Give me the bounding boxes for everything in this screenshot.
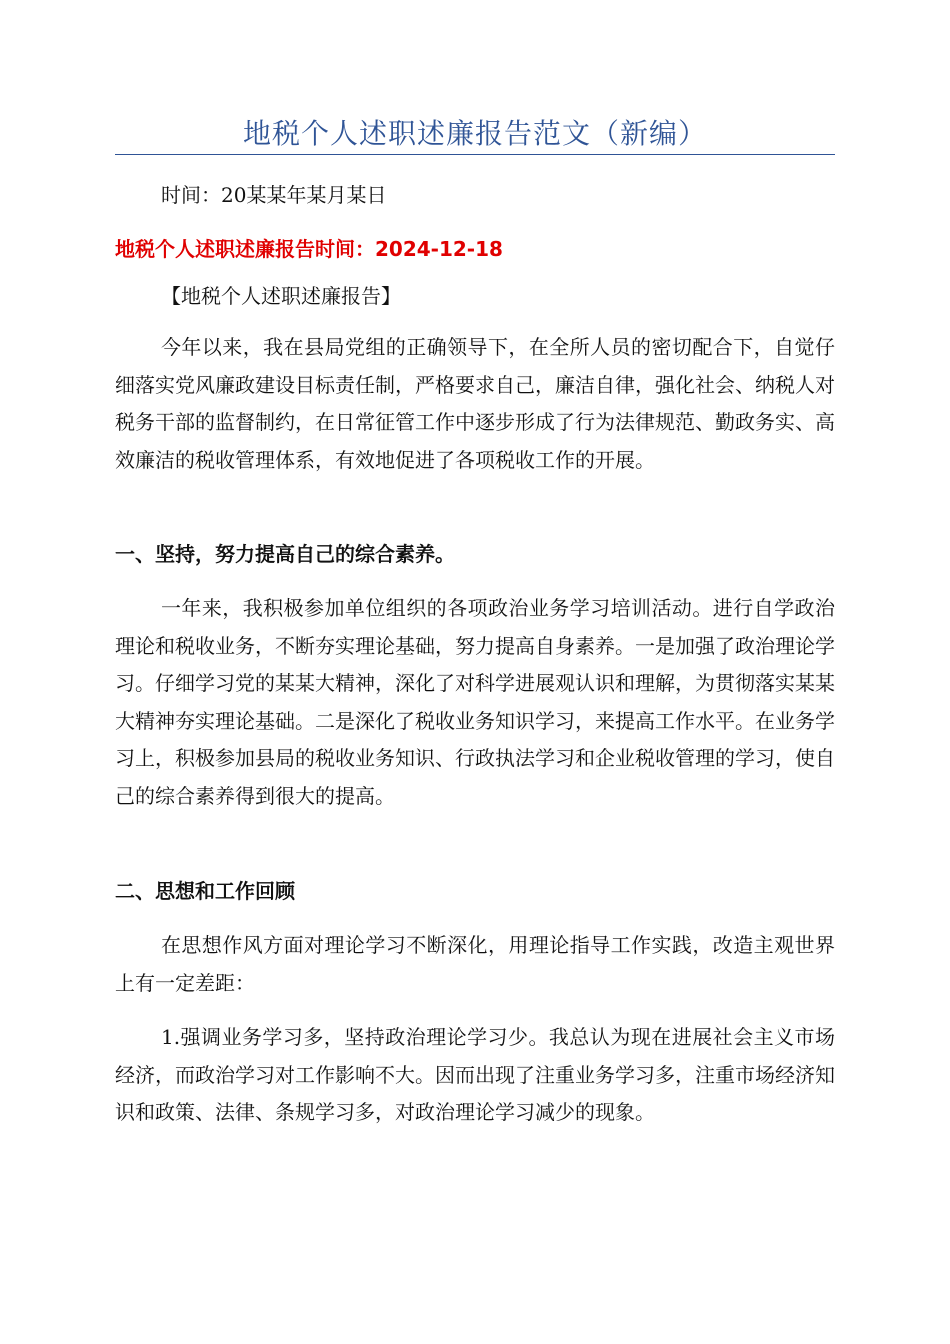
title-underline (115, 154, 835, 155)
section2-paragraph: 在思想作风方面对理论学习不断深化，用理论指导工作实践，改造主观世界上有一定差距： (115, 933, 835, 995)
item1-paragraph: 1.强调业务学习多，坚持政治理论学习少。我总认为现在进展社会主义市场经济，而政治学习对工作影响不大。因而出现了注重业务学习多，注重市场经济知识和政策、法律、条规学习多，对政治理论学习减少的现象。 (115, 1025, 835, 1125)
date-line: 时间：20某某年某月某日 (161, 183, 387, 207)
document-title: 地税个人述职述廉报告范文（新编） (242, 117, 707, 150)
section-heading-2: 二、思想和工作回顾 (115, 879, 295, 903)
red-heading: 地税个人述职述廉报告时间：2024-12-18 (115, 237, 503, 261)
intro-paragraph: 今年以来，我在县局党组的正确领导下，在全所人员的密切配合下，自觉仔细落实党风廉政建设目标责任制，严格要求自己，廉洁自律，强化社会、纳税人对税务干部的监督制约，在日常征管工作中逐步形成了行为法律规范、勤政务实、高效廉洁的税收管理体系，有效地促进了各项税收工作的开展。 (115, 335, 835, 472)
section-heading-1: 一、坚持，努力提高自己的综合素养。 (115, 542, 455, 566)
bracket-title: 【地税个人述职述廉报告】 (161, 284, 401, 308)
section1-paragraph: 一年来，我积极参加单位组织的各项政治业务学习培训活动。进行自学政治理论和税收业务，不断夯实理论基础，努力提高自身素养。一是加强了政治理论学习。仔细学习党的某某大精神，深化了对科学进展观认识和理解，为贯彻落实某某大精神夯实理论基础。二是深化了税收业务知识学习，来提高工作水平。在业务学习上，积极参加县局的税收业务知识、行政执法学习和企业税收管理的学习，使自己的综合素养得到很大的提高。 (115, 596, 835, 808)
